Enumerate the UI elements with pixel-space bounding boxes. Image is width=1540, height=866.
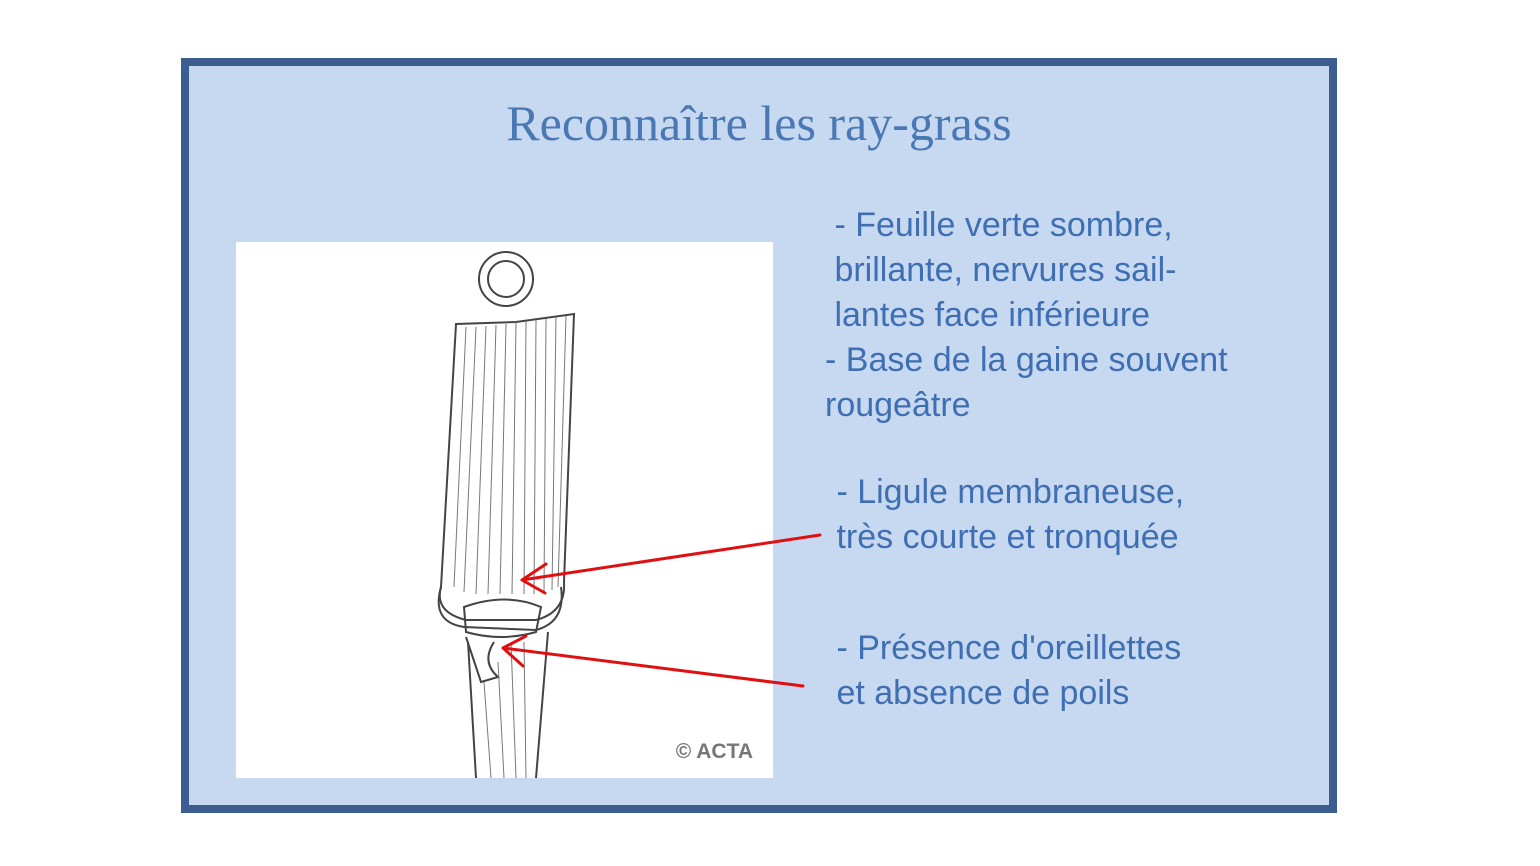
description-leaf: - Feuille verte sombre, brillante, nervures sail- lantes face inférieure - Base de la gaine souvent rougeâtre <box>825 206 1228 424</box>
arrow-ligule <box>522 535 820 593</box>
description-ligule: - Ligule membraneuse, très courte et tronquée <box>827 473 1185 556</box>
pointer-arrows <box>189 66 1329 805</box>
slide-frame <box>181 58 1337 813</box>
arrow-oreillettes <box>503 636 803 686</box>
description-oreillettes: - Présence d'oreillettes et absence de poils <box>827 629 1182 712</box>
slide-title: Reconnaître les ray-grass <box>506 95 1012 151</box>
illustration-credit: © ACTA <box>675 740 753 763</box>
